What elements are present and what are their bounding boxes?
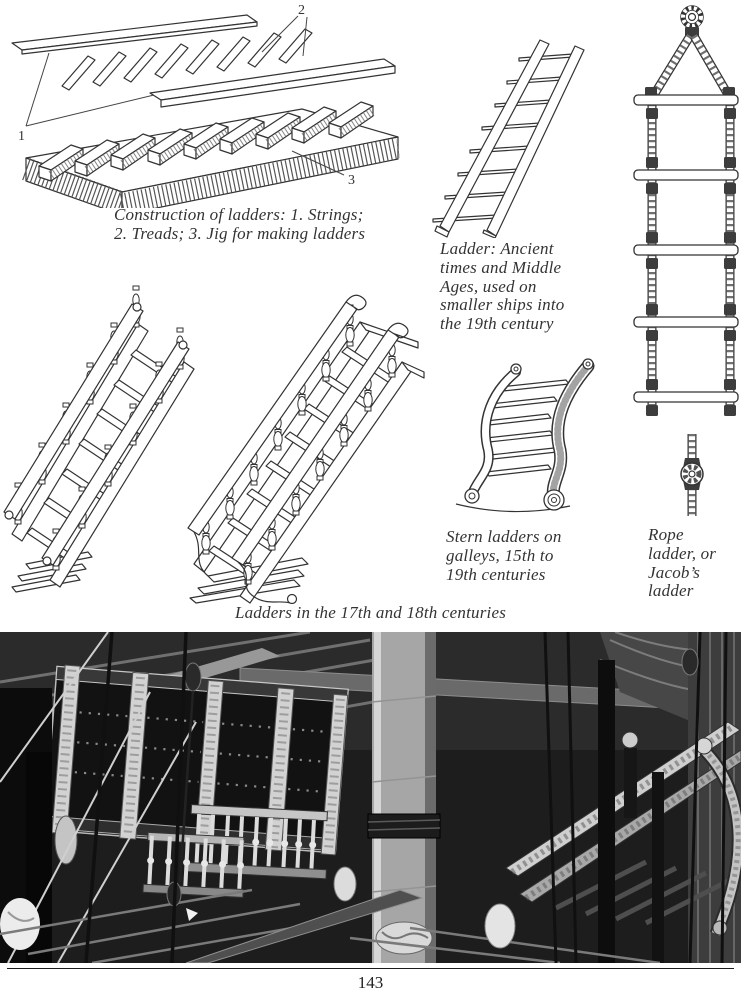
caption-photo	[0, 604, 741, 623]
caption-line: the 19th century	[440, 314, 554, 334]
caption-rope-ladder	[648, 526, 740, 601]
ladder-construction-diagram	[4, 2, 426, 208]
rope-ladder-figure	[616, 2, 741, 518]
caption-line: Rope	[648, 525, 684, 544]
jig-label-jig: 3	[348, 173, 355, 188]
caption-line: smaller ships into	[440, 295, 565, 315]
caption-stern-ladders	[446, 528, 616, 584]
caption-line: Jacob’s	[648, 562, 701, 582]
caption-ancient	[440, 240, 615, 334]
caption-text: Ladders in the 17th and 18th centuries	[234, 603, 507, 622]
caption-line: ladder	[648, 581, 694, 601]
caption-line: times and Middle	[440, 257, 562, 277]
ship-model-photo	[0, 632, 741, 963]
caption-line: Construction of ladders: 1. Strings;	[114, 205, 364, 224]
caption-construction	[114, 206, 365, 244]
caption-line: galleys, 15th to	[446, 545, 554, 565]
jig-label-treads: 2	[298, 3, 305, 18]
caption-line: 2. Treads; 3. Jig for making ladders	[114, 223, 366, 243]
ancient-ladder-figure	[432, 20, 617, 238]
caption-line: Ages, used on	[440, 276, 537, 296]
companion-ladders-figure	[2, 266, 426, 604]
stern-ladder-figure	[442, 356, 624, 518]
jig-label-strings: 1	[18, 129, 25, 144]
page-number	[0, 973, 741, 993]
caption-line: 19th centuries	[446, 564, 546, 584]
caption-line: Ladder: Ancient	[440, 239, 554, 258]
caption-line: ladder, or	[648, 543, 717, 563]
footer-rule	[7, 968, 734, 969]
caption-line: Stern ladders on	[446, 527, 562, 546]
page-number-text: 143	[357, 973, 384, 992]
